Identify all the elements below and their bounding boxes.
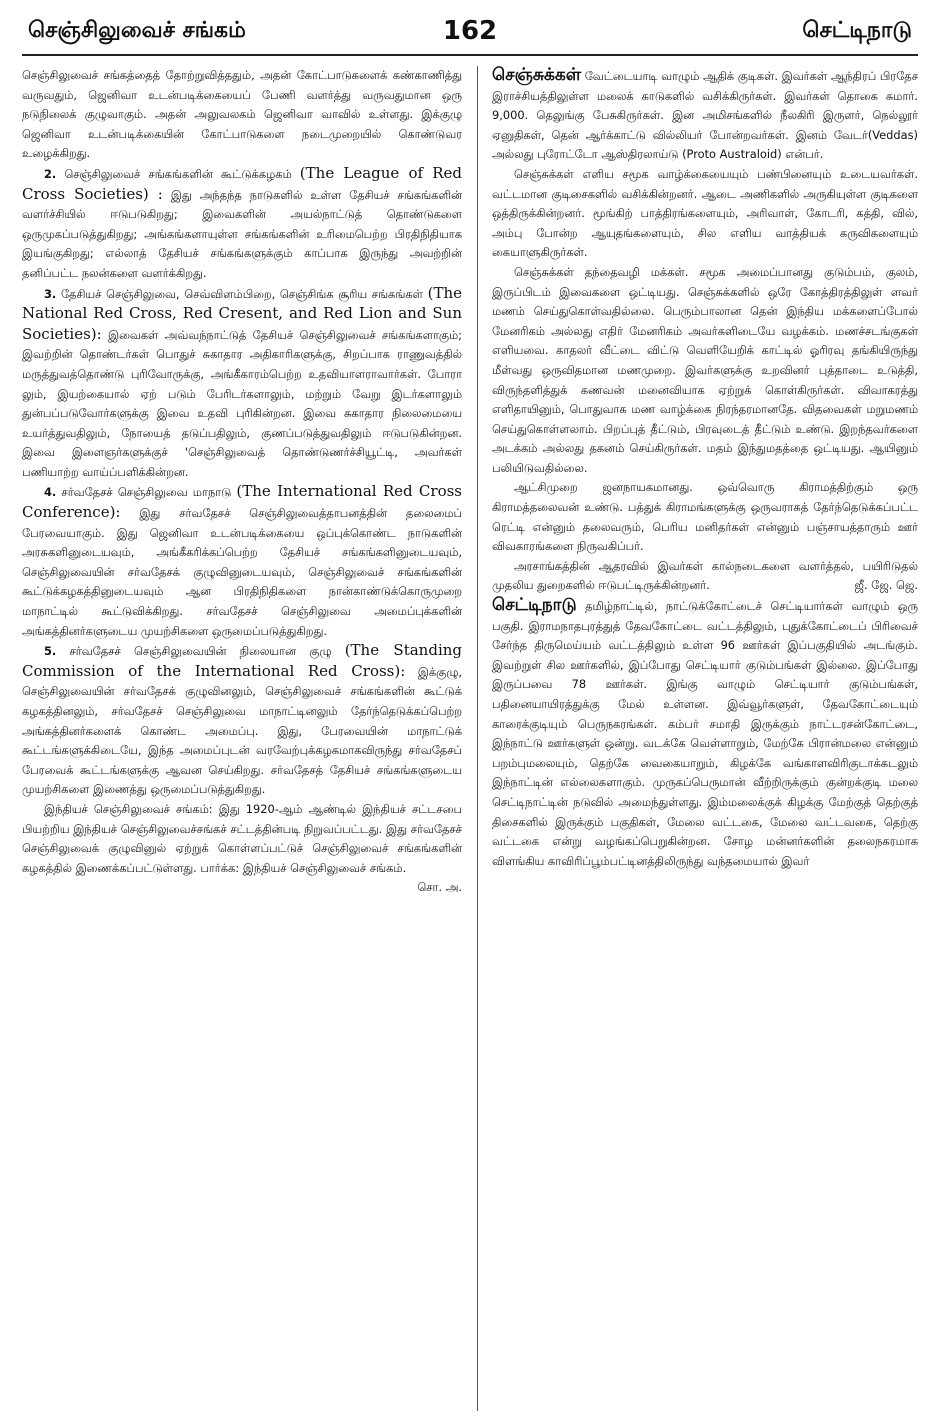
paragraph bbox=[492, 557, 918, 596]
section-title: செஞ்சிலுவைச் சங்கங்களின் கூட்டுக்கழகம் bbox=[64, 166, 292, 181]
paragraph-text: இந்தியச் செஞ்சிலுவைச் சங்கம்: இது 1920-ஆம் ஆண்டில் இந்தியச் சட்டசபை பியற்றிய இந்தியச் செஞ்சிலுவைச்சங்கச் சட்டத்தின்படி நிறுவப்பட்டது. இது சர்வதேசச் செஞ்சிலுவைக் குழுவினுல் ஏற்றுக் கொள்ளப்பட்டுச் செஞ்சிலுவைச் சங்கங்களின் கழகத்தில் இணைக்கப்பட்டுள்ளது. பார்க்க: இந்தியச் செஞ்சிலுவைச் சங்கம். bbox=[22, 801, 462, 875]
entry-chettinad bbox=[492, 596, 918, 871]
section-number: 2. bbox=[44, 166, 57, 181]
entry-heading: செஞ்சுக்கள் bbox=[492, 66, 582, 85]
section-title-english: (The League of Red Cross Societies) : bbox=[22, 163, 462, 203]
right-column bbox=[492, 66, 918, 1417]
running-head-left: செஞ்சிலுவைச் சங்கம் bbox=[28, 18, 246, 43]
paragraph-text: தமிழ்நாட்டில், நாட்டுக்கோட்டைச் செட்டியார்கள் வாழும் ஒரு பகுதி. இராமநாதபுரத்துத் தேவகோட்டை வட்டத்திலும், புதுக்கோட்டைப் பிரிவைச் சேர்ந்த திருமெய்யம் வட்டத்திலும் உள்ள 96 ஊர்கள் இப்பகுதியில் அடங்கும். இவற்றுள் சில ஊர்களில், இப்போது செட்டியார் குடும்பங்கள் இல்லை. இப்போது இருப்பவை 78 ஊர்கள். இங்கு வாழும் செட்டியார் குடும்பங்கள், பதினையாயிரத்துக்கு மேல் உள்ளன. இவ்வூர்களுள், தேவகோட்டையும் காரைக்குடியும் பெருநகரங்கள். கம்பர் சமாதி இருக்கும் நாட்டரசன்கோட்டை, இந்நாட்டு ஊர்களுள் ஒன்று. வடக்கே வெள்ளாறும், மேற்கே பிரான்மலை என்னும் பறம்புமலையும், தெற்கே வைகையாறும், கிழக்கே வங்காளவிரிகுடாக்கடலும் இந்நாட்டின் எல்லைகளாகும். முருகப்பெருமான் வீற்றிருக்கும் குன்றக்குடி மலை செட்டிநாட்டின் நடுவில் அமைந்துள்ளது. இம்மலைக்குக் கிழக்கு மேற்குத் தெற்குத் திசைகளில் இருக்கும் பகுதிகள், மேலை வட்டகை, மேலை வட்டவகை, தெற்கு வட்டகை என்று வழங்கப்பெறுகின்றன. சோழ மன்னர்களின் தலைநகரமாக விளங்கிய காவிரிப்பூம்பட்டினத்திலிருந்து வந்தமையால் இவர் bbox=[492, 599, 918, 868]
author-signature: சொ. அ. bbox=[417, 880, 462, 895]
paragraph: ஆட்சிமுறை ஜனநாயகமானது. ஒவ்வொரு கிராமத்திற்கும் ஒரு கிராமத்தலைவன் உண்டு. பத்துக் கிராமங்களுக்கு ஒருவராகத் தேர்ந்தெடுக்கப்பட்ட ரெட்டி என்னும் தலைவரும், பெரிய மனிதர்கள் என்னும் பஞ்சாயத்தாரும் ஊர் விவகாரங்களை நிருவகிப்பர். bbox=[492, 480, 918, 554]
section-5 bbox=[22, 641, 462, 800]
section-number: 4. bbox=[44, 485, 57, 500]
section-2 bbox=[22, 164, 462, 284]
section-body: இது சர்வதேசச் செஞ்சிலுவைத்தாபனத்தின் தலைமைப் பேரவையாகும். இது ஜெனிவா உடன்படிக்கையை ஒப்புக்கொண்ட நாடுகளின் அரசுகளினுடையவும், அங்கீகரிக்கப்பெற்ற தேசியச் சங்கங்களினுடையவும், செஞ்சிலுவையின் சர்வதேசக் குழுவினுடையவும், செஞ்சிலுவைச் சங்கங்களின் கூட்டுக்கழகத்தினுடையவும் ஆன பிரதிநிதிகளை நான்காண்டுக்கொருமுறை மாநாட்டில் கூட்டுவிக்கிறது. சர்வதேசச் செஞ்சிலுவை அமைப்புக்களின் அங்கத்தினர்களுடைய முயற்சிகளை ஒருமைப்படுத்துகிறது. bbox=[22, 506, 462, 638]
entry-chenchus bbox=[492, 66, 918, 165]
page-header bbox=[22, 14, 918, 56]
entry-heading: செட்டிநாடு bbox=[492, 595, 577, 616]
section-3 bbox=[22, 284, 462, 483]
section-number: 3. bbox=[44, 286, 57, 301]
column-divider bbox=[477, 66, 478, 1411]
section-body: இது அந்தந்த நாடுகளில் உள்ள தேசியச் சங்கங்களின் வளர்ச்சியில் ஈடுபடுகிறது; இவைகளின் அயல்நாட்டுத் தொண்டுகளை ஒருமுகப்படுத்துகிறது; அங்கங்களாயுள்ள சங்கங்களின் உரிமைபெற்ற பிரதிநிதியாக இயங்குகிறது; எல்லாத் தேசியச் சங்கங்களுக்கும் காப்பாக இருந்து அவற்றின் தனிப்பட்ட நலன்களை வளர்க்கிறது. bbox=[22, 187, 462, 280]
section-title-english: (The International Red Cross Conference): bbox=[22, 482, 462, 522]
section-4 bbox=[22, 482, 462, 641]
paragraph: செஞ்சுக்கள் எளிய சமூக வாழ்க்கையையும் பண்பினையும் உடையவர்கள். வட்டமான குடிசைகளில் வசிக்கின்றனர். ஆடை அணிகளில் அருகியுள்ள குடிகளை ஒத்திருக்கின்றனர். மூங்கிற் பாத்திரங்களையும், அரிவாள், கோடரி, கத்தி, வில், அம்பு போன்ற ஆயுதங்களையும், சில எளிய வாத்தியக் கருவிகளையும் கையாளுகிருர்கள். bbox=[492, 166, 918, 260]
paragraph-text: அரசாங்கத்தின் ஆதரவில் இவர்கள் கால்நடைகளை வளர்த்தல், பயிரிடுதல் முதலிய துறைகளில் ஈடுபட்டிருக்கின்றனர். bbox=[492, 558, 918, 593]
paragraph bbox=[22, 800, 462, 895]
section-body: இக்குழு, செஞ்சிலுவையின் சர்வதேசக் குழுவினலும், செஞ்சிலுவைச் சங்கங்களின் கூட்டுக் கழகத்தினலும், சர்வதேசச் செஞ்சிலுவை மாநாட்டினலும் தேர்ந்தெடுக்கப்பெற்ற அங்கத்தினர்களைக் கொண்ட அமைப்பு. இது, பேரவையின் மாநாட்டுக் கூட்டங்களுக்கிடையே, இந்த அமைப்புடன் வரவேற்புக்கழகமாகவிருந்து சர்வதேசப் பேரவைக் கூட்டங்களுக்கு ஆவன செய்கிறது. சர்வதேசத் தேசியச் சங்கங்களுடைய முயற்சிகளை இணைத்து ஒருமைப்படுத்துகிறது. bbox=[22, 664, 462, 797]
page-number: 162 bbox=[442, 16, 498, 46]
section-body: இவைகள் அவ்வந்நாட்டுத் தேசியச் செஞ்சிலுவைச் சங்கங்களாகும்; இவற்றின் தொண்டர்கள் பொதுச் சுகாதார அதிகாரிகளுக்கு, சிறப்பாக ராணுவத்தில் மருத்துவத்தொண்டு புரிவோருக்கு, அங்கீகாரம்பெற்ற உதவியாளராவார்கள். போரா லும், இயற்கையால் ஏற் படும் பேரிடர்களாலும், மற்றும் வேறு இடர்களாலும் துன்பப்படுவோர்களுக்கு இவை உதவி புரிகின்றன. இவை சுகாதார நிலைமையை உயர்த்துவதிலும், நோயைத் தடுப்பதிலும், குணப்படுத்துவதிலும் ஈடுபடுகின்றன. இவை இளைஞர்களுக்குச் 'செஞ்சிலுவைத் தொண்டுணர்ச்சியூட்டி, அவர்கள் பணியாற்ற வாய்ப்பளிக்கின்றன. bbox=[22, 327, 462, 479]
section-title-english: (The Standing Commission of the International Red Cross): bbox=[22, 641, 462, 680]
section-title: தேசியச் செஞ்சிலுவை, செவ்விளம்பிறை, செஞ்சிங்க சூரிய சங்கங்கள் bbox=[60, 286, 423, 301]
section-title: சர்வதேசச் செஞ்சிலுவை மாநாடு bbox=[61, 485, 232, 500]
paragraph: செஞ்சுக்கள் தந்தைவழி மக்கள். சமூக அமைப்பானது குடும்பம், குலம், இருப்பிடம் இவைகளை ஒட்டியது. செஞ்சுக்களில் ஒரே கோத்திரத்திலுள் ளவர் மணம் செய்துகொள்வதில்லை. பெரும்பாலான தென் இந்திய மக்களைப்போல் மேனரிகம் அல்லது எதிர் மேனரிகம் அவர்களிடையே வழக்கம். மணச்சடங்குகள் எளியவை. காதலர் வீட்டை விட்டு வெளியேறிக் காட்டில் ஓரிரவு தங்கியிருந்து மீள்வது ஒருவிதமான மணமுறை. இவர்களுக்கு உறவினர் புத்தாடை உடுத்தி, விருந்தளித்துக் கணவன் மனைவியாக ஏற்றுக் கொள்கிருர்கள். விவாகரத்து எளிதாயினும், பொதுவாக மண வாழ்க்கை நிரந்தரமானதே. விதவைகள் மறுமணம் செய்துகொள்ளலாம். பிறப்புத் தீட்டும், பிரவுடைத் தீட்டும் உண்டு. இறந்தவர்களை அடக்கம் அல்லது தகனம் செய்கிருர்கள். மதம் இந்துமதத்தை ஒட்டியது. ஆயினும் பலியிடுவதில்லை. bbox=[492, 264, 918, 475]
running-head-right: செட்டிநாடு bbox=[802, 18, 912, 43]
author-signature: ஜீ. ஜே. ஜெ. bbox=[854, 578, 918, 593]
paragraph: செஞ்சிலுவைச் சங்கத்தைத் தோற்றுவித்ததும், அதன் கோட்பாடுகளைக் கண்காணித்து வருவதும், ஜெனிவா உடன்படிக்கையைப் பேணி வளர்த்து வருவதுமான ஒரு நடுநிலைக் குழுவாகும். அதன் அலுவலகம் ஜெனிவா வாவில் உள்ளது. இக்குழு ஜெனிவா உடன்படிக்கையின் கோட்பாடுகளை நடைமுறையில் கொண்டுவர உழைக்கிறது. bbox=[22, 68, 462, 161]
left-column bbox=[22, 66, 462, 1417]
paragraph-text: வேட்டையாடி வாழும் ஆதிக் குடிகள். இவர்கள் ஆந்திரப் பிரதேச இராச்சியத்திலுள்ள மலைக் காடுகளில் வசிக்கிருர்கள். இவர்கள் தொகை சுமார். 9,000. தெலுங்கு பேசுகிருர்கள். இன அமிசங்களில் நீலகிரி இருளர், நெல்லூர் ஏனுதிகள், தென் ஆர்க்காட்டு வில்லியர் போன்றவர்கள். இனம் வேடர்(Veddas) அல்லது புரோட்டோ ஆஸ்திரலாய்டு (Proto Australoid) என்பர். bbox=[492, 69, 918, 162]
section-title-english: (The National Red Cross, Red Cresent, and Red Lion and Sun Societies): bbox=[22, 283, 462, 343]
section-title: சர்வதேசச் செஞ்சிலுவையின் நிலையான குழு bbox=[69, 644, 332, 659]
section-number: 5. bbox=[44, 644, 57, 659]
